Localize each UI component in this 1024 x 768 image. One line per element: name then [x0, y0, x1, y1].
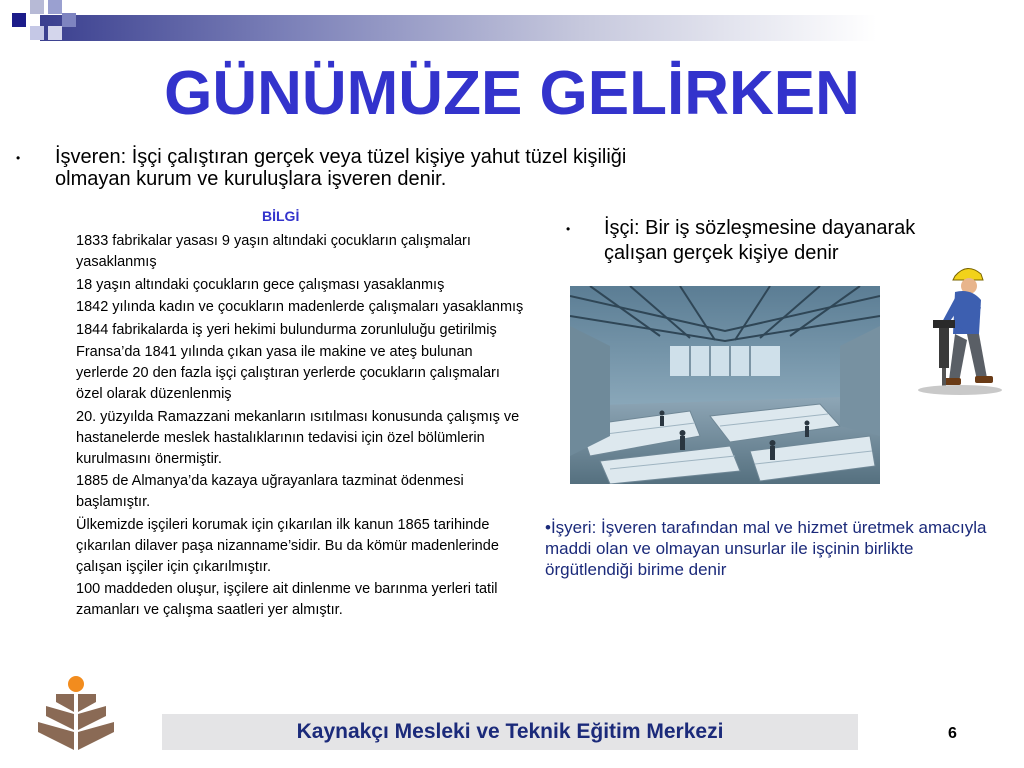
factory-photo — [570, 286, 880, 484]
bullet-mark: • — [566, 222, 571, 236]
school-logo — [34, 672, 118, 756]
bilgi-item: 1844 fabrikalarda iş yeri hekimi bulundurma zorunluluğu getirilmiş — [76, 321, 497, 338]
decor-square — [48, 26, 62, 40]
top-decoration-bar — [0, 0, 1024, 60]
footer-institution-name: Kaynakçı Mesleki ve Teknik Eğitim Merkezi — [296, 720, 724, 743]
bilgi-heading: BİLGİ — [262, 208, 300, 224]
decor-square — [30, 0, 44, 14]
bilgi-item: 1842 yılında kadın ve çocukların madenlerde çalışmaları yasaklanmış — [76, 299, 524, 315]
isyeri-definition: •İşyeri: İşveren tarafından mal ve hizmet üretmek amacıyla maddi olan ve olmayan unsurlar ile işçinin birlikte örgütlendiği birime denir — [545, 518, 987, 579]
bilgi-item: 1885 de Almanya’da kazaya uğrayanlara tazminat ödenmesi başlamıştır. — [76, 473, 464, 510]
bilgi-item: 18 yaşın altındaki çocukların gece çalışması yasaklanmış — [76, 276, 445, 293]
worker-jackhammer-illustration — [915, 262, 1005, 397]
isveren-definition: İşveren: İşçi çalıştıran gerçek veya tüzel kişiye yahut tüzel kişiliği olmayan kurum ve kuruluşlara işveren denir. — [55, 146, 627, 190]
bilgi-item: Ülkemizde işçileri korumak için çıkarılan ilk kanun 1865 tarihinde çıkarılan dilaver paşa nizanname’sidir. Bu da kömür madenlerinde çalışan işçiler için çıkarılmıştır. — [76, 516, 499, 575]
gradient-band — [40, 15, 1024, 41]
bilgi-item: 1833 fabrikalar yasası 9 yaşın altındaki çocukların çalışmaları yasaklanmış — [76, 233, 471, 270]
decor-square — [30, 26, 44, 40]
bilgi-list — [76, 231, 526, 623]
decor-square — [12, 13, 26, 27]
slide-title: GÜNÜMÜZE GELİRKEN — [164, 59, 860, 128]
bullet-mark: • — [16, 151, 21, 165]
footer-bar — [162, 714, 858, 750]
bilgi-item: 100 maddeden oluşur, işçilere ait dinlenme ve barınma yerleri tatil zamanları ve çalışma saatleri yer almıştır. — [76, 581, 498, 618]
bilgi-item: 20. yüzyılda Ramazzani mekanların ısıtılması konusunda çalışmış ve hastanelerde meslek hastalıklarının tedavisi için özel bölümlerin kurulmasını önermiştir. — [76, 408, 520, 467]
decor-square — [62, 13, 76, 27]
page-number: 6 — [948, 725, 957, 742]
isci-definition: İşçi: Bir iş sözleşmesine dayanarak çalışan gerçek kişiye denir — [604, 217, 916, 264]
bilgi-item: Fransa’da 1841 yılında çıkan yasa ile makine ve ateş bulunan yerlerde 20 den fazla işçi çalıştıran yerlerde çocukların çalışmaları özel olarak düzenlenmiş — [76, 344, 500, 402]
decor-square — [48, 0, 62, 14]
